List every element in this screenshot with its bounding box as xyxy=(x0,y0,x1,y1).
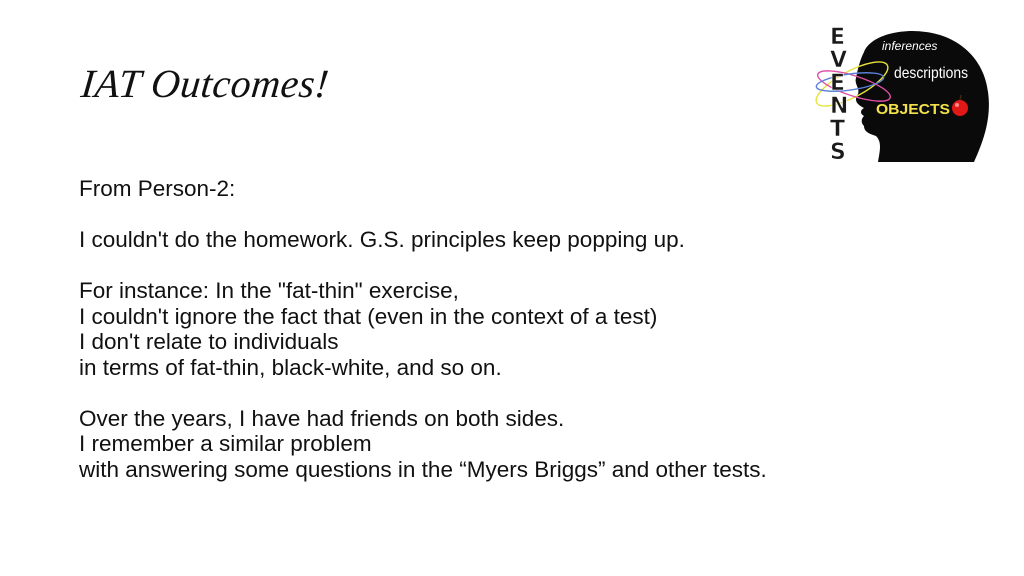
paragraph-from xyxy=(79,176,959,202)
text-line: I couldn't ignore the fact that (even in the context of a test) xyxy=(79,303,658,329)
slide-body xyxy=(79,176,959,508)
paragraph-homework xyxy=(79,227,959,253)
slide-title: IAT Outcomes! xyxy=(79,61,332,106)
paragraph-instance xyxy=(79,278,959,380)
text-line: I couldn't do the homework. G.S. principles keep popping up. xyxy=(79,227,685,252)
text-line: From Person-2: xyxy=(79,176,236,201)
logo-descriptions: descriptions xyxy=(894,65,968,82)
events-letter: N xyxy=(830,94,849,119)
logo-objects: OBJECTS xyxy=(876,101,950,118)
events-letter: E xyxy=(830,25,846,50)
text-line: in terms of fat-thin, black-white, and so on. xyxy=(79,354,502,380)
paragraph-years xyxy=(79,406,959,483)
events-letter: V xyxy=(830,48,848,73)
events-letter: E xyxy=(830,71,846,96)
text-line: I remember a similar problem xyxy=(79,431,372,456)
events-letter: S xyxy=(830,140,846,164)
events-letter: T xyxy=(830,117,846,142)
text-line: Over the years, I have had friends on both sides. xyxy=(79,405,565,431)
text-line: with answering some questions in the “Myers Briggs” and other tests. xyxy=(79,456,767,482)
text-line: For instance: In the "fat-thin" exercise, xyxy=(79,278,459,303)
events-logo xyxy=(808,22,994,164)
logo-inferences: inferences xyxy=(882,39,938,53)
text-line: I don't relate to individuals xyxy=(79,329,339,354)
